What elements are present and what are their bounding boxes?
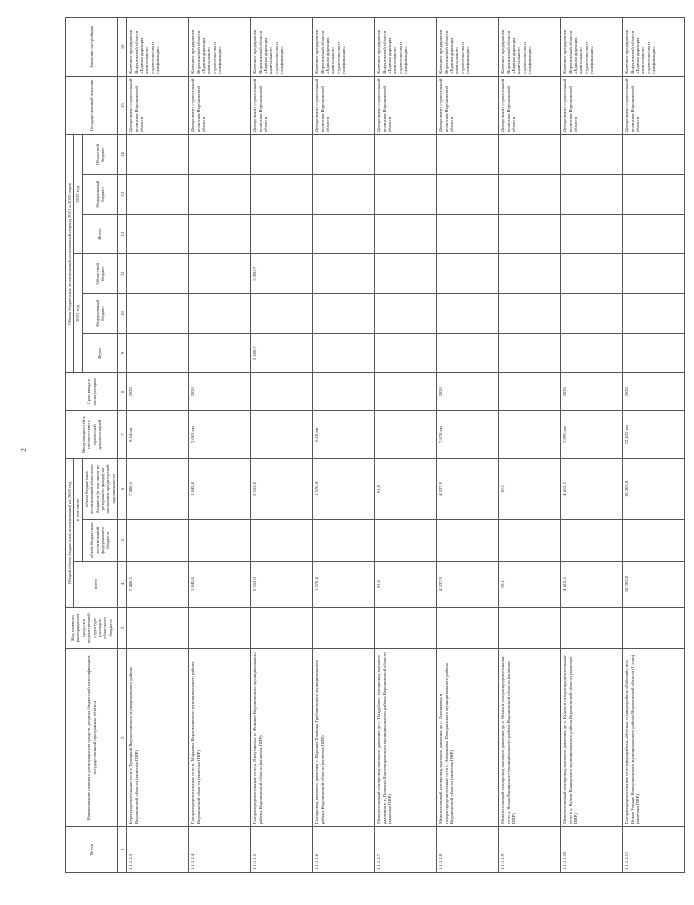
total-2021-cell xyxy=(437,333,499,373)
regional-2022-cell xyxy=(375,135,437,175)
state-customer-cell: Департамент строительной политики Воронежской области xyxy=(375,76,437,135)
commission-term-cell xyxy=(375,373,437,411)
index-cell: 14 xyxy=(118,135,127,175)
developer-cell: Казенное предприятие Воронежской области «Единая дирекция капитального строительства и газификации» xyxy=(437,18,499,77)
commission-term-cell: 2020 xyxy=(561,373,623,411)
federal-2020-cell xyxy=(437,519,499,561)
budget-code-cell xyxy=(437,607,499,649)
header-regional-2022: Областной бюджет xyxy=(82,135,117,175)
header-federal-2021: Федеральный бюджет xyxy=(82,294,117,334)
total-2022-cell xyxy=(437,214,499,254)
state-customer-cell: Департамент строительной политики Воронежской области xyxy=(127,76,189,135)
object-name-cell: Газораспределительные сети п. Марьевка Верхнехавского муниципального района Воронежской области (включая ПИР) xyxy=(189,649,251,827)
header-2022: 2022 год xyxy=(74,135,82,254)
regional-2021-cell xyxy=(313,254,375,294)
object-name-cell: Межпоселковый газопровод высокого давления до х. Ясная и газораспределительные сети х. Ясная Каширского муниципального района Воронежской области (включая ПИР) xyxy=(499,649,561,827)
commission-term-cell xyxy=(251,373,313,411)
commission-term-cell: 2020 xyxy=(189,373,251,411)
regional-2021-cell xyxy=(189,254,251,294)
total-2021-cell xyxy=(499,333,561,373)
row-number-cell: 1.1.1.1.4 xyxy=(189,827,251,873)
total-2021-cell xyxy=(561,333,623,373)
federal-2020-cell xyxy=(561,519,623,561)
state-customer-cell: Департамент строительной политики Воронежской области xyxy=(313,76,375,135)
developer-cell: Казенное предприятие Воронежской области «Единая дирекция капитального строительства и газификации» xyxy=(375,18,437,77)
regional-2021-cell xyxy=(623,254,685,294)
object-name-cell: Газораспределительные сети к. Пичугинска, п. Фомино Воронежского муниципального района Воронежской области (включая ПИР) xyxy=(251,649,313,827)
header-total-2020: всего xyxy=(74,561,118,607)
page-number: 2 xyxy=(19,448,28,452)
regional-2021-cell xyxy=(499,254,561,294)
federal-2022-cell xyxy=(437,174,499,214)
state-customer-cell: Департамент строительной политики Воронежской области xyxy=(623,76,685,135)
regional-2020-cell: 4 337,9 xyxy=(437,459,499,520)
header-code: Код главного распорядителя средств в ведомственной структуре расходов областного бюджета xyxy=(66,607,118,649)
index-cell: 5 xyxy=(118,519,127,561)
table-body xyxy=(127,18,685,873)
commission-term-cell xyxy=(313,373,375,411)
index-cell: 7 xyxy=(118,411,127,459)
regional-2021-cell xyxy=(561,254,623,294)
commission-term-cell: 2020 xyxy=(127,373,189,411)
state-customer-cell: Департамент строительной политики Воронежской области xyxy=(561,76,623,135)
regional-2022-cell xyxy=(561,135,623,175)
table-row xyxy=(499,18,561,873)
federal-2020-cell xyxy=(623,519,685,561)
row-number-cell: 1.1.1.1.11 xyxy=(623,827,685,873)
object-name-cell: Газопровод высокого давления с. Верхняя Плавица Грибановского муниципального района Воронежской области (включая ПИР) xyxy=(313,649,375,827)
total-2021-cell xyxy=(127,333,189,373)
index-cell: 3 xyxy=(118,607,127,649)
developer-cell: Казенное предприятие Воронежской области «Единая дирекция капитального строительства и газификации» xyxy=(251,18,313,77)
budget-allocation-table xyxy=(65,17,685,873)
header-2021: 2021 год xyxy=(74,254,82,373)
total-2022-cell xyxy=(251,214,313,254)
row-number-cell: 1.1.1.1.5 xyxy=(251,827,313,873)
commission-term-cell xyxy=(499,373,561,411)
federal-2021-cell xyxy=(251,294,313,334)
regional-2022-cell xyxy=(251,135,313,175)
regional-2020-cell: 5 553,0 xyxy=(251,459,313,520)
header-term: Срок ввода в эксплуатацию xyxy=(66,373,118,411)
index-cell: 4 xyxy=(118,561,127,607)
budget-code-cell xyxy=(499,607,561,649)
developer-cell: Казенное предприятие Воронежской области «Единая дирекция капитального строительства и газификации» xyxy=(313,18,375,77)
budget-code-cell xyxy=(251,607,313,649)
federal-2021-cell xyxy=(437,294,499,334)
index-cell: 10 xyxy=(118,294,127,334)
index-cell: 16 xyxy=(118,18,127,77)
budget-code-cell xyxy=(313,607,375,649)
federal-2021-cell xyxy=(623,294,685,334)
index-cell: 8 xyxy=(118,373,127,411)
total-2021-cell xyxy=(189,333,251,373)
total-2020-cell: 4 337,9 xyxy=(437,561,499,607)
capacity-cell: 6,18 км xyxy=(313,411,375,459)
developer-cell: Казенное предприятие Воронежской области «Единая дирекция капитального строительства и газификации» xyxy=(189,18,251,77)
capacity-cell: 12,632 км xyxy=(623,411,685,459)
row-number-cell: 1.1.1.1.7 xyxy=(375,827,437,873)
regional-2021-cell xyxy=(375,254,437,294)
federal-2020-cell xyxy=(499,519,561,561)
capacity-cell: 7,678 км xyxy=(437,411,499,459)
object-name-cell: Межпоселковый газопровод высокого давления до с. Алешковка и газораспределительные сети с. Алешковка Поворинского муниципального района Воронежской области (включая ПИР) xyxy=(437,649,499,827)
total-2020-cell: 18 203,8 xyxy=(623,561,685,607)
index-cell: 12 xyxy=(118,214,127,254)
developer-cell: Казенное предприятие Воронежской области «Единая дирекция капитального строительства и газификации» xyxy=(623,18,685,77)
regional-2020-cell: 19,1 xyxy=(499,459,561,520)
total-2022-cell xyxy=(375,214,437,254)
index-cell: 13 xyxy=(118,174,127,214)
header-capacity: Ввод мощностей в соответствии с проектной документацией xyxy=(66,411,118,459)
federal-2022-cell xyxy=(313,174,375,214)
federal-2021-cell xyxy=(561,294,623,334)
regional-2020-cell: 18 203,8 xyxy=(623,459,685,520)
column-index-row xyxy=(118,18,127,873)
regional-2021-cell xyxy=(127,254,189,294)
table-row xyxy=(251,18,313,873)
federal-2021-cell xyxy=(375,294,437,334)
header-total-2021: Всего xyxy=(82,333,117,373)
index-cell: 9 xyxy=(118,333,127,373)
total-2020-cell: 7 486,5 xyxy=(127,561,189,607)
object-name-cell: Межпоселковый газопровод высокого давления до с. Поддубное, газопровод высокого давления к х. Поповка Кантемировского муниципального района Воронежской области (включая ПИР) xyxy=(375,649,437,827)
state-customer-cell: Департамент строительной политики Воронежской области xyxy=(189,76,251,135)
commission-term-cell: 2020 xyxy=(437,373,499,411)
table-row xyxy=(127,18,189,873)
federal-2020-cell xyxy=(251,519,313,561)
total-2020-cell: 19,1 xyxy=(499,561,561,607)
row-number-cell: 1.1.1.1.10 xyxy=(561,827,623,873)
header-in-that: в том числе xyxy=(74,459,82,561)
regional-2020-cell: 7 486,5 xyxy=(127,459,189,520)
index-cell: 6 xyxy=(118,459,127,520)
regional-2022-cell xyxy=(313,135,375,175)
object-name-cell: Газораспределительные сети микрорайона «Ясенка» и микрорайона «Рабочий» пос. Новая Усмань Новоусманского муниципального района Воронежской области (1 этап) (включая ПИР) xyxy=(623,649,685,827)
budget-code-cell xyxy=(375,607,437,649)
index-cell: 2 xyxy=(118,649,127,827)
federal-2022-cell xyxy=(561,174,623,214)
regional-2021-cell: 5 200,7 xyxy=(251,254,313,294)
federal-2022-cell xyxy=(375,174,437,214)
developer-cell: Казенное предприятие Воронежской области «Единая дирекция капитального строительства и газификации» xyxy=(499,18,561,77)
table-row xyxy=(189,18,251,873)
federal-2022-cell xyxy=(251,174,313,214)
header-regional-2020: объем бюджетных ассигнований областного бюджета (в том числе из резервного фонда) на погашение кредиторской задолженности xyxy=(82,459,117,520)
total-2021-cell xyxy=(623,333,685,373)
federal-2022-cell xyxy=(189,174,251,214)
state-customer-cell: Департамент строительной политики Воронежской области xyxy=(499,76,561,135)
total-2022-cell xyxy=(313,214,375,254)
header-customer: Государственный заказчик xyxy=(66,76,118,135)
federal-2020-cell xyxy=(189,519,251,561)
total-2020-cell: 5 553,0 xyxy=(251,561,313,607)
index-cell: 1 xyxy=(118,827,127,873)
index-cell: 11 xyxy=(118,254,127,294)
total-2020-cell: 4 412,5 xyxy=(561,561,623,607)
row-number-cell: 1.1.1.1.6 xyxy=(313,827,375,873)
federal-2022-cell xyxy=(127,174,189,214)
federal-2021-cell xyxy=(499,294,561,334)
regional-2022-cell xyxy=(499,135,561,175)
total-2021-cell xyxy=(375,333,437,373)
header-2020-group: Общий объем бюджетных ассигнований на 2020 год xyxy=(66,459,74,607)
regional-2020-cell: 1 845,8 xyxy=(189,459,251,520)
table-row xyxy=(375,18,437,873)
federal-2020-cell xyxy=(127,519,189,561)
federal-2020-cell xyxy=(313,519,375,561)
budget-code-cell xyxy=(623,607,685,649)
capacity-cell: 7,995 км xyxy=(561,411,623,459)
row-number-cell: 1.1.1.1.3 xyxy=(127,827,189,873)
total-2022-cell xyxy=(189,214,251,254)
rotated-page-content xyxy=(60,0,694,895)
object-name-cell: Межпоселковый газопровод высокого давления до х. Кулеш и газораспределительные сети в х. Кулеш Каширского муниципального района Воронежской области (включая ПИР) xyxy=(561,649,623,827)
table-row xyxy=(561,18,623,873)
capacity-cell: 2,063 км xyxy=(189,411,251,459)
header-regional-2021: Областной бюджет xyxy=(82,254,117,294)
regional-2022-cell xyxy=(127,135,189,175)
table-row xyxy=(437,18,499,873)
federal-2022-cell xyxy=(499,174,561,214)
total-2021-cell: 5 200,7 xyxy=(251,333,313,373)
header-total-2022: Всего xyxy=(82,214,117,254)
total-2022-cell xyxy=(561,214,623,254)
table-row xyxy=(623,18,685,873)
header-builder: Заказчик-застройщик xyxy=(66,18,118,77)
row-number-cell: 1.1.1.1.9 xyxy=(499,827,561,873)
table-row xyxy=(313,18,375,873)
total-2020-cell: 61,0 xyxy=(375,561,437,607)
state-customer-cell: Департамент строительной политики Воронежской области xyxy=(437,76,499,135)
regional-2020-cell: 1 570,4 xyxy=(313,459,375,520)
header-name: Наименование главного распорядителя средств, раздела бюджетной классификации, государственной программы, объекта xyxy=(66,649,118,827)
capacity-cell xyxy=(251,411,313,459)
regional-2021-cell xyxy=(437,254,499,294)
federal-2022-cell xyxy=(623,174,685,214)
row-number-cell: 1.1.1.1.8 xyxy=(437,827,499,873)
regional-2020-cell: 61,0 xyxy=(375,459,437,520)
budget-code-cell xyxy=(127,607,189,649)
state-customer-cell: Департамент строительной политики Воронежской области xyxy=(251,76,313,135)
federal-2021-cell xyxy=(313,294,375,334)
developer-cell: Казенное предприятие Воронежской области «Единая дирекция капитального строительства и газификации» xyxy=(127,18,189,77)
total-2020-cell: 1 570,4 xyxy=(313,561,375,607)
total-2022-cell xyxy=(499,214,561,254)
header-plan-group: Объем бюджетных ассигнований на плановый период 2021 и 2022 годов xyxy=(66,135,74,373)
capacity-cell xyxy=(499,411,561,459)
developer-cell: Казенное предприятие Воронежской области «Единая дирекция капитального строительства и газификации» xyxy=(561,18,623,77)
index-cell: 15 xyxy=(118,76,127,135)
commission-term-cell: 2020 xyxy=(623,373,685,411)
header-federal-2022: Федеральный бюджет xyxy=(82,174,117,214)
regional-2022-cell xyxy=(189,135,251,175)
federal-2020-cell xyxy=(375,519,437,561)
header-num: № п/п xyxy=(66,827,118,873)
total-2022-cell xyxy=(623,214,685,254)
header-federal-2020: объем бюджетных ассигнований федерального бюджета xyxy=(82,519,117,561)
total-2021-cell xyxy=(313,333,375,373)
regional-2020-cell: 4 412,5 xyxy=(561,459,623,520)
budget-code-cell xyxy=(561,607,623,649)
total-2020-cell: 1 845,8 xyxy=(189,561,251,607)
capacity-cell xyxy=(375,411,437,459)
object-name-cell: Берегоукрепительные сети в Троицкий Верхнехавского муниципального района Воронежской области (включая ПИР) xyxy=(127,649,189,827)
regional-2022-cell xyxy=(437,135,499,175)
federal-2021-cell xyxy=(127,294,189,334)
federal-2021-cell xyxy=(189,294,251,334)
total-2022-cell xyxy=(127,214,189,254)
budget-code-cell xyxy=(189,607,251,649)
capacity-cell: 8,54 км xyxy=(127,411,189,459)
regional-2022-cell xyxy=(623,135,685,175)
